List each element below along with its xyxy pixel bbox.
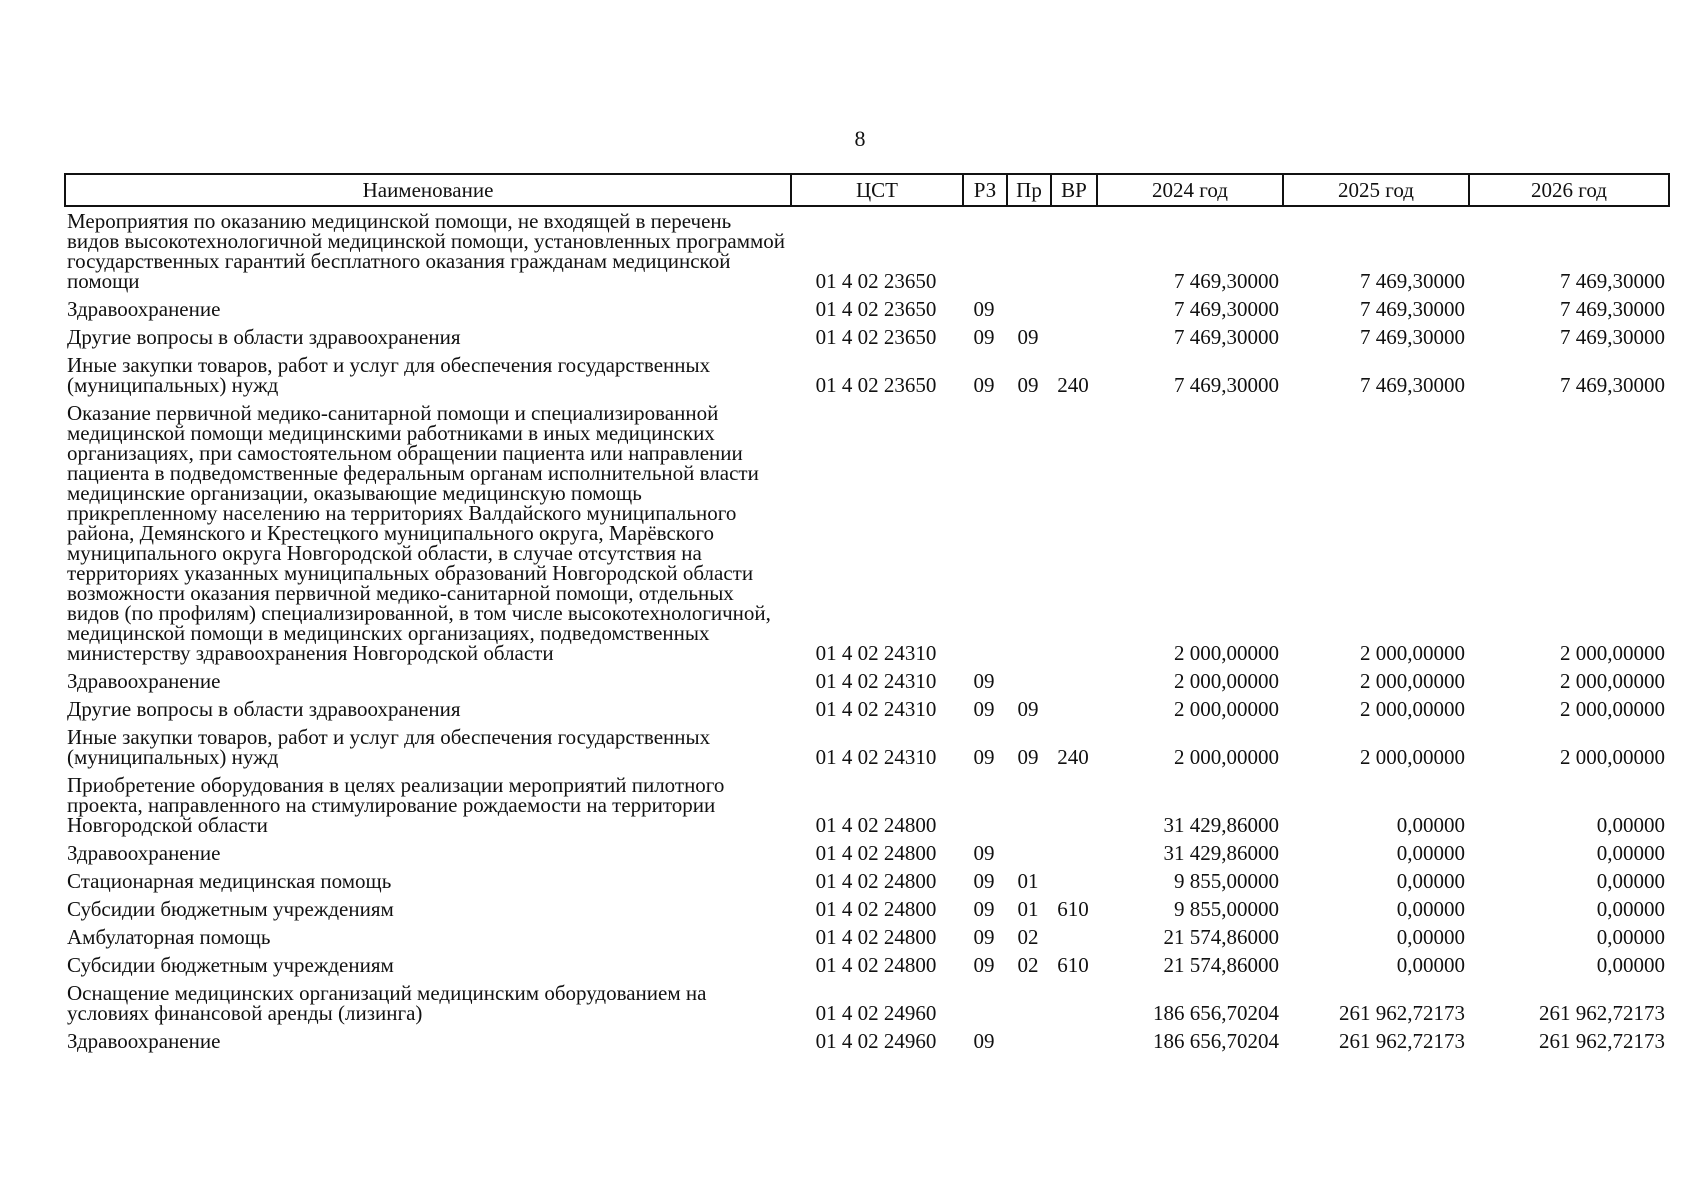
header-vr: ВР bbox=[1051, 174, 1097, 206]
cell-2025: 0,00000 bbox=[1396, 953, 1465, 977]
cell-pr: 02 bbox=[1017, 953, 1039, 977]
table-body bbox=[65, 206, 1669, 1055]
cell-rz: 09 bbox=[973, 897, 995, 921]
cell-2024: 21 574,86000 bbox=[1163, 953, 1279, 977]
cell-rz: 09 bbox=[973, 1029, 995, 1053]
cell-cst: 01 4 02 24800 bbox=[815, 925, 937, 949]
cell-vr bbox=[1051, 667, 1097, 695]
header-name: Наименование bbox=[65, 174, 791, 206]
cell-name: Иные закупки товаров, работ и услуг для обеспечения государственных (муниципальных) нужд bbox=[67, 725, 711, 769]
cell-2024: 9 855,00000 bbox=[1174, 869, 1279, 893]
cell-rz bbox=[963, 399, 1007, 667]
table-header-row bbox=[65, 174, 1669, 206]
table-row bbox=[65, 399, 1669, 667]
cell-2024: 21 574,86000 bbox=[1163, 925, 1279, 949]
cell-2025: 0,00000 bbox=[1396, 897, 1465, 921]
table-row bbox=[65, 979, 1669, 1027]
cell-name: Здравоохранение bbox=[67, 841, 221, 865]
table-row bbox=[65, 695, 1669, 723]
cell-name: Другие вопросы в области здравоохранения bbox=[67, 325, 461, 349]
table-row bbox=[65, 295, 1669, 323]
cell-2026: 7 469,30000 bbox=[1560, 269, 1665, 293]
table-row bbox=[65, 1027, 1669, 1055]
cell-pr bbox=[1007, 1027, 1051, 1055]
table-row bbox=[65, 923, 1669, 951]
cell-2025: 7 469,30000 bbox=[1360, 297, 1465, 321]
cell-rz bbox=[963, 771, 1007, 839]
cell-vr bbox=[1051, 867, 1097, 895]
cell-pr bbox=[1007, 839, 1051, 867]
cell-vr: 240 bbox=[1057, 745, 1089, 769]
cell-2026: 0,00000 bbox=[1596, 953, 1665, 977]
cell-2026: 7 469,30000 bbox=[1560, 325, 1665, 349]
cell-2024: 31 429,86000 bbox=[1163, 813, 1279, 837]
cell-2026: 2 000,00000 bbox=[1560, 697, 1665, 721]
budget-table bbox=[64, 173, 1670, 1055]
cell-cst: 01 4 02 24960 bbox=[815, 1001, 937, 1025]
cell-2024: 9 855,00000 bbox=[1174, 897, 1279, 921]
cell-2025: 2 000,00000 bbox=[1360, 697, 1465, 721]
cell-2025: 7 469,30000 bbox=[1360, 325, 1465, 349]
table-row bbox=[65, 895, 1669, 923]
cell-2026: 7 469,30000 bbox=[1560, 373, 1665, 397]
header-2026: 2026 год bbox=[1469, 174, 1669, 206]
cell-vr bbox=[1051, 839, 1097, 867]
cell-2025: 2 000,00000 bbox=[1360, 745, 1465, 769]
cell-vr bbox=[1051, 979, 1097, 1027]
cell-vr bbox=[1051, 771, 1097, 839]
cell-2025: 2 000,00000 bbox=[1360, 669, 1465, 693]
table-row bbox=[65, 839, 1669, 867]
cell-2024: 31 429,86000 bbox=[1163, 841, 1279, 865]
cell-vr bbox=[1051, 295, 1097, 323]
cell-2026: 261 962,72173 bbox=[1539, 1029, 1665, 1053]
cell-2024: 186 656,70204 bbox=[1153, 1001, 1279, 1025]
cell-vr: 610 bbox=[1057, 897, 1089, 921]
cell-pr bbox=[1007, 771, 1051, 839]
header-pr: Пр bbox=[1007, 174, 1051, 206]
cell-2024: 186 656,70204 bbox=[1153, 1029, 1279, 1053]
cell-2024: 2 000,00000 bbox=[1174, 641, 1279, 665]
cell-vr: 610 bbox=[1057, 953, 1089, 977]
header-2025: 2025 год bbox=[1283, 174, 1469, 206]
cell-cst: 01 4 02 23650 bbox=[815, 269, 937, 293]
cell-2025: 0,00000 bbox=[1396, 841, 1465, 865]
cell-cst: 01 4 02 24310 bbox=[815, 697, 937, 721]
cell-cst: 01 4 02 24310 bbox=[815, 641, 937, 665]
cell-2025: 0,00000 bbox=[1396, 925, 1465, 949]
cell-2024: 7 469,30000 bbox=[1174, 325, 1279, 349]
cell-cst: 01 4 02 24800 bbox=[815, 813, 937, 837]
cell-rz: 09 bbox=[973, 925, 995, 949]
cell-rz bbox=[963, 979, 1007, 1027]
cell-2025: 2 000,00000 bbox=[1360, 641, 1465, 665]
cell-cst: 01 4 02 24800 bbox=[815, 841, 937, 865]
cell-rz: 09 bbox=[973, 745, 995, 769]
cell-2026: 0,00000 bbox=[1596, 897, 1665, 921]
table-row bbox=[65, 867, 1669, 895]
cell-vr bbox=[1051, 399, 1097, 667]
header-cst: ЦСТ bbox=[791, 174, 963, 206]
cell-name: Иные закупки товаров, работ и услуг для обеспечения государственных (муниципальных) нужд bbox=[67, 353, 711, 397]
cell-2026: 0,00000 bbox=[1596, 925, 1665, 949]
cell-name: Здравоохранение bbox=[67, 297, 221, 321]
cell-rz bbox=[963, 206, 1007, 295]
cell-2026: 0,00000 bbox=[1596, 869, 1665, 893]
cell-2025: 7 469,30000 bbox=[1360, 373, 1465, 397]
table-row bbox=[65, 771, 1669, 839]
cell-name: Здравоохранение bbox=[67, 1029, 221, 1053]
table-row bbox=[65, 951, 1669, 979]
table-row bbox=[65, 351, 1669, 399]
cell-name: Здравоохранение bbox=[67, 669, 221, 693]
cell-rz: 09 bbox=[973, 325, 995, 349]
cell-name: Мероприятия по оказанию медицинской помощи, не входящей в перечень видов высокотехнологичной медицинской помощи, установленных программой государственных гарантий бесплатного оказания гражданам медицинской помощи bbox=[67, 209, 786, 293]
cell-cst: 01 4 02 23650 bbox=[815, 373, 937, 397]
cell-pr bbox=[1007, 979, 1051, 1027]
cell-vr bbox=[1051, 923, 1097, 951]
cell-name: Оказание первичной медико-санитарной помощи и специализированной медицинской помощи медицинскими работниками в иных медицинских организациях, при самостоятельном обращении пациента или направлении пациента в подведомственные федеральным органам исполнительной власти медицинские организации, оказывающие медицинскую помощь прикрепленному населению на территориях Валдайского муниципального района, Демянского и Крестецкого муниципального округа, Марёвского муниципального округа Новгородской области, в случае отсутствия на территориях указанных муниципальных образований Новгородской области возможности оказания первичной медико-санитарной помощи, отдельных видов (по профилям) специализированной, в том числе высокотехнологичной, медицинской помощи в медицинских организациях, подведомственных министерству здравоохранения Новгородской области bbox=[67, 401, 771, 665]
cell-2025: 0,00000 bbox=[1396, 813, 1465, 837]
cell-2026: 2 000,00000 bbox=[1560, 669, 1665, 693]
cell-rz: 09 bbox=[973, 697, 995, 721]
cell-vr bbox=[1051, 695, 1097, 723]
header-2024: 2024 год bbox=[1097, 174, 1283, 206]
page-number: 8 bbox=[854, 126, 866, 151]
cell-name: Субсидии бюджетным учреждениям bbox=[67, 953, 394, 977]
cell-2026: 0,00000 bbox=[1596, 813, 1665, 837]
cell-vr bbox=[1051, 1027, 1097, 1055]
cell-2024: 7 469,30000 bbox=[1174, 297, 1279, 321]
cell-2024: 2 000,00000 bbox=[1174, 697, 1279, 721]
cell-cst: 01 4 02 23650 bbox=[815, 297, 937, 321]
cell-rz: 09 bbox=[973, 841, 995, 865]
header-rz: РЗ bbox=[963, 174, 1007, 206]
table-row bbox=[65, 667, 1669, 695]
cell-2026: 0,00000 bbox=[1596, 841, 1665, 865]
cell-vr: 240 bbox=[1057, 373, 1089, 397]
cell-cst: 01 4 02 24800 bbox=[815, 869, 937, 893]
cell-vr bbox=[1051, 323, 1097, 351]
cell-rz: 09 bbox=[973, 669, 995, 693]
cell-cst: 01 4 02 23650 bbox=[815, 325, 937, 349]
cell-2024: 7 469,30000 bbox=[1174, 269, 1279, 293]
cell-pr: 09 bbox=[1017, 697, 1039, 721]
cell-pr bbox=[1007, 295, 1051, 323]
table-row bbox=[65, 323, 1669, 351]
table-row bbox=[65, 723, 1669, 771]
cell-cst: 01 4 02 24800 bbox=[815, 897, 937, 921]
cell-name: Приобретение оборудования в целях реализации мероприятий пилотного проекта, направленного на стимулирование рождаемости на территории Новгородской области bbox=[67, 773, 725, 837]
cell-2026: 2 000,00000 bbox=[1560, 641, 1665, 665]
cell-rz: 09 bbox=[973, 869, 995, 893]
cell-pr: 09 bbox=[1017, 745, 1039, 769]
cell-vr bbox=[1051, 206, 1097, 295]
cell-2025: 7 469,30000 bbox=[1360, 269, 1465, 293]
cell-2024: 7 469,30000 bbox=[1174, 373, 1279, 397]
cell-pr bbox=[1007, 667, 1051, 695]
cell-name: Другие вопросы в области здравоохранения bbox=[67, 697, 461, 721]
table-row bbox=[65, 206, 1669, 295]
cell-cst: 01 4 02 24310 bbox=[815, 745, 937, 769]
cell-name: Амбулаторная помощь bbox=[67, 925, 271, 949]
cell-2025: 0,00000 bbox=[1396, 869, 1465, 893]
cell-name: Стационарная медицинская помощь bbox=[67, 869, 392, 893]
cell-2025: 261 962,72173 bbox=[1339, 1029, 1465, 1053]
cell-2026: 2 000,00000 bbox=[1560, 745, 1665, 769]
cell-pr: 01 bbox=[1017, 897, 1039, 921]
cell-rz: 09 bbox=[973, 373, 995, 397]
cell-cst: 01 4 02 24960 bbox=[815, 1029, 937, 1053]
cell-2026: 7 469,30000 bbox=[1560, 297, 1665, 321]
cell-pr: 02 bbox=[1017, 925, 1039, 949]
cell-pr bbox=[1007, 206, 1051, 295]
cell-2025: 261 962,72173 bbox=[1339, 1001, 1465, 1025]
cell-pr: 09 bbox=[1017, 325, 1039, 349]
cell-cst: 01 4 02 24310 bbox=[815, 669, 937, 693]
cell-2024: 2 000,00000 bbox=[1174, 745, 1279, 769]
cell-cst: 01 4 02 24800 bbox=[815, 953, 937, 977]
cell-pr bbox=[1007, 399, 1051, 667]
cell-rz: 09 bbox=[973, 953, 995, 977]
cell-2026: 261 962,72173 bbox=[1539, 1001, 1665, 1025]
cell-pr: 01 bbox=[1017, 869, 1039, 893]
cell-name: Оснащение медицинских организаций медицинским оборудованием на условиях финансовой аренды (лизинга) bbox=[67, 981, 707, 1025]
cell-2024: 2 000,00000 bbox=[1174, 669, 1279, 693]
cell-name: Субсидии бюджетным учреждениям bbox=[67, 897, 394, 921]
cell-rz: 09 bbox=[973, 297, 995, 321]
cell-pr: 09 bbox=[1017, 373, 1039, 397]
